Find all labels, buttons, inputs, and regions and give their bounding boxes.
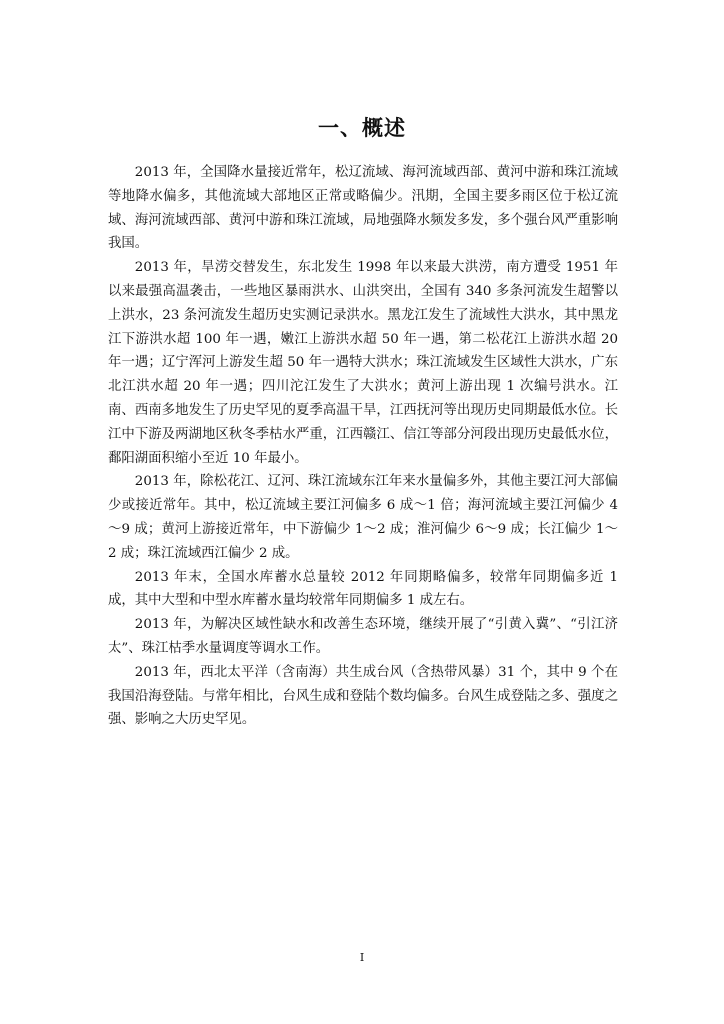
page-number: I xyxy=(359,951,365,964)
paragraph: 2013 年，为解决区域性缺水和改善生态环境，继续开展了“引黄入冀”、“引江济太”、珠江枯季水量调度等调水工作。 xyxy=(108,617,618,656)
paragraph: 2013 年，除松花江、辽河、珠江流域东江年来水量偏多外，其他主要江河大部偏少或接近常年。其中，松辽流域主要江河偏多 6 成～1 倍；海河流域主要江河偏少 4～9 成；黄河上游接近常年，中下游偏少 1～2 成；淮河偏少 6～9 成；长江偏少 1～2 成；珠江流域西江偏少 2 成。 xyxy=(108,474,618,561)
paragraph: 2013 年，全国降水量接近常年，松辽流域、海河流域西部、黄河中游和珠江流域等地降水偏多，其他流域大部地区正常或略偏少。汛期，全国主要多雨区位于松辽流域、海河流域西部、黄河中游和珠江流域，局地强降水频发多发，多个强台风严重影响我国。 xyxy=(108,165,618,252)
paragraph: 2013 年，西北太平洋（含南海）共生成台风（含热带风暴）31 个，其中 9 个在我国沿海登陆。与常年相比，台风生成和登陆个数均偏多。台风生成登陆之多、强度之强、影响之大历史罕见。 xyxy=(108,664,618,728)
paragraph: 2013 年末，全国水库蓄水总量较 2012 年同期略偏多，较常年同期偏多近 1 成，其中大型和中型水库蓄水量均较常年同期偏多 1 成左右。 xyxy=(108,569,618,609)
body-text xyxy=(108,161,618,732)
paragraph: 2013 年，旱涝交替发生，东北发生 1998 年以来最大洪涝，南方遭受 1951 年以来最强高温袭击，一些地区暴雨洪水、山洪突出，全国有 340 多条河流发生超警以上洪水，23 条河流发生超历史实测记录洪水。黑龙江发生了流域性大洪水，其中黑龙江下游洪水超 100 年一遇，嫩江上游洪水超 50 年一遇，第二松花江上游洪水超 20 年一遇；辽宁浑河上游发生超 50 年一遇特大洪水；珠江流域发生区域性大洪水，广东北江洪水超 20 年一遇；四川沱江发生了大洪水；黄河上游出现 1 次编号洪水。江南、西南多地发生了历史罕见的夏季高温干旱，江西抚河等出现历史同期最低水位。长江中下游及两湖地区秋冬季枯水严重，江西赣江、信江等部分河段出现历史最低水位，鄱阳湖面积缩小至近 10 年最小。 xyxy=(108,260,618,466)
section-title: 一、概述 xyxy=(318,116,406,140)
